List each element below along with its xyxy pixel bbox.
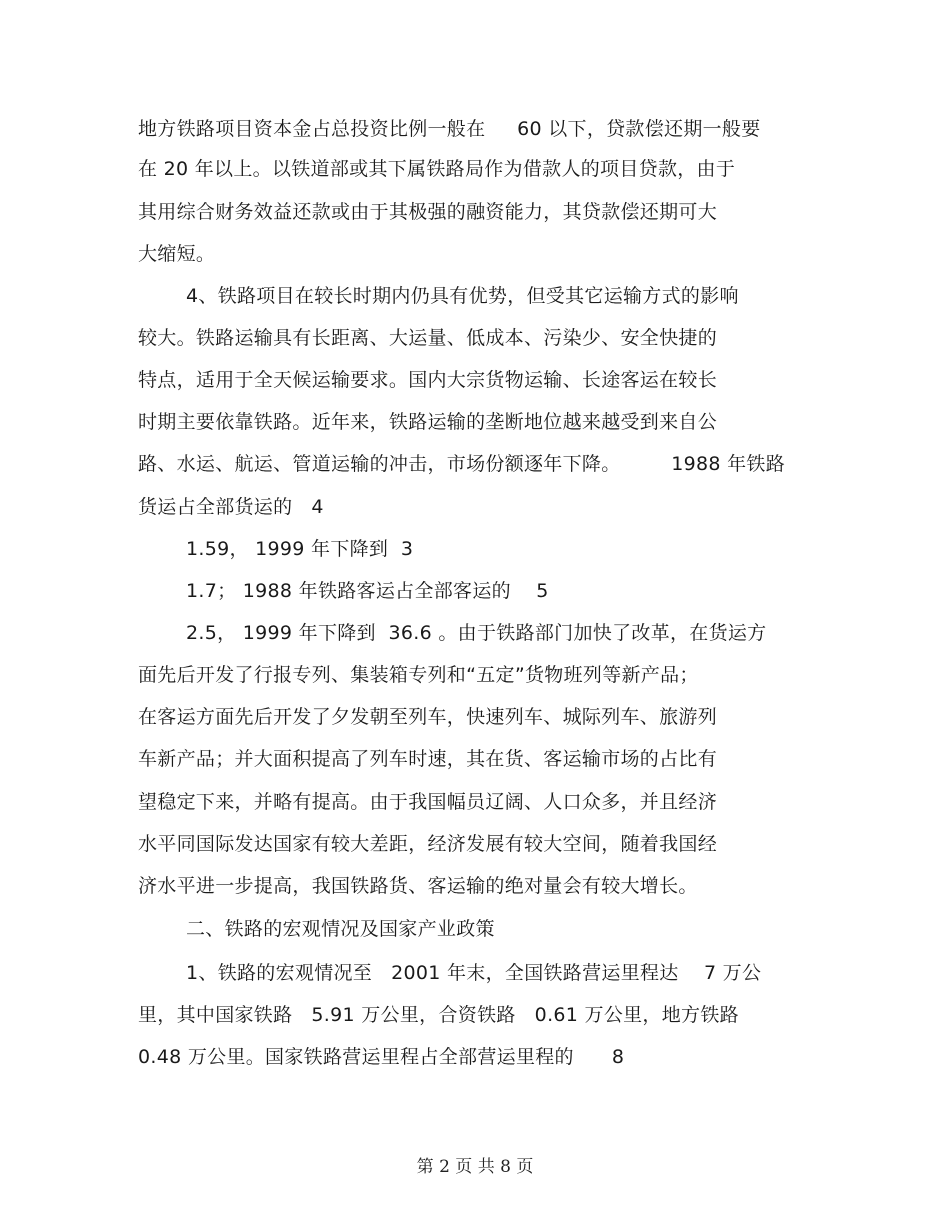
section-heading: 二、铁路的宏观情况及国家产业政策 [186, 918, 495, 940]
text-line: 在客运方面先后开发了夕发朝至列车，快速列车、城际列车、旅游列 [138, 706, 718, 728]
text-line: 1.7； 1988 年铁路客运占全部客运的 5 [186, 580, 549, 602]
text-line: 较大。铁路运输具有长距离、大运量、低成本、污染少、安全快捷的 [138, 327, 718, 349]
text-line: 望稳定下来，并略有提高。由于我国幅员辽阔、人口众多，并且经济 [138, 791, 718, 813]
text-line: 面先后开发了行报专列、集装箱专列和“五定”货物班列等新产品； [138, 664, 699, 686]
text-line: 地方铁路项目资本金占总投资比例一般在 60 以下，贷款偿还期一般要 [138, 118, 761, 140]
text-line: 2.5， 1999 年下降到 36.6 。由于铁路部门加快了改革，在货运方 [186, 622, 767, 644]
text-line: 水平同国际发达国家有较大差距，经济发展有较大空间，随着我国经 [138, 833, 718, 855]
text-line: 路、水运、航运、管道运输的冲击，市场份额逐年下降。 1988 年铁路 [138, 453, 786, 475]
text-line: 济水平进一步提高，我国铁路货、客运输的绝对量会有较大增长。 [138, 875, 698, 897]
text-line: 里，其中国家铁路 5.91 万公里，合资铁路 0.61 万公里，地方铁路 [138, 1004, 739, 1026]
text-line: 时期主要依靠铁路。近年来，铁路运输的垄断地位越来越受到来自公 [138, 411, 718, 433]
text-line: 1.59， 1999 年下降到 3 [186, 538, 414, 560]
text-line: 货运占全部货运的 4 [138, 496, 324, 518]
text-line: 其用综合财务效益还款或由于其极强的融资能力，其贷款偿还期可大 [138, 201, 718, 223]
text-line: 4、铁路项目在较长时期内仍具有优势，但受其它运输方式的影响 [186, 285, 739, 307]
page-footer: 第 2 页 共 8 页 [416, 1157, 534, 1177]
text-line: 大缩短。 [138, 243, 216, 265]
text-line: 1、铁路的宏观情况至 2001 年末，全国铁路营运里程达 7 万公 [186, 962, 762, 984]
text-line: 特点，适用于全天候运输要求。国内大宗货物运输、长途客运在较长 [138, 369, 718, 391]
text-line: 在 20 年以上。以铁道部或其下属铁路局作为借款人的项目贷款，由于 [138, 158, 736, 180]
text-line: 车新产品；并大面积提高了列车时速，其在货、客运输市场的占比有 [138, 748, 718, 770]
text-line: 0.48 万公里。国家铁路营运里程占全部营运里程的 8 [138, 1046, 625, 1068]
